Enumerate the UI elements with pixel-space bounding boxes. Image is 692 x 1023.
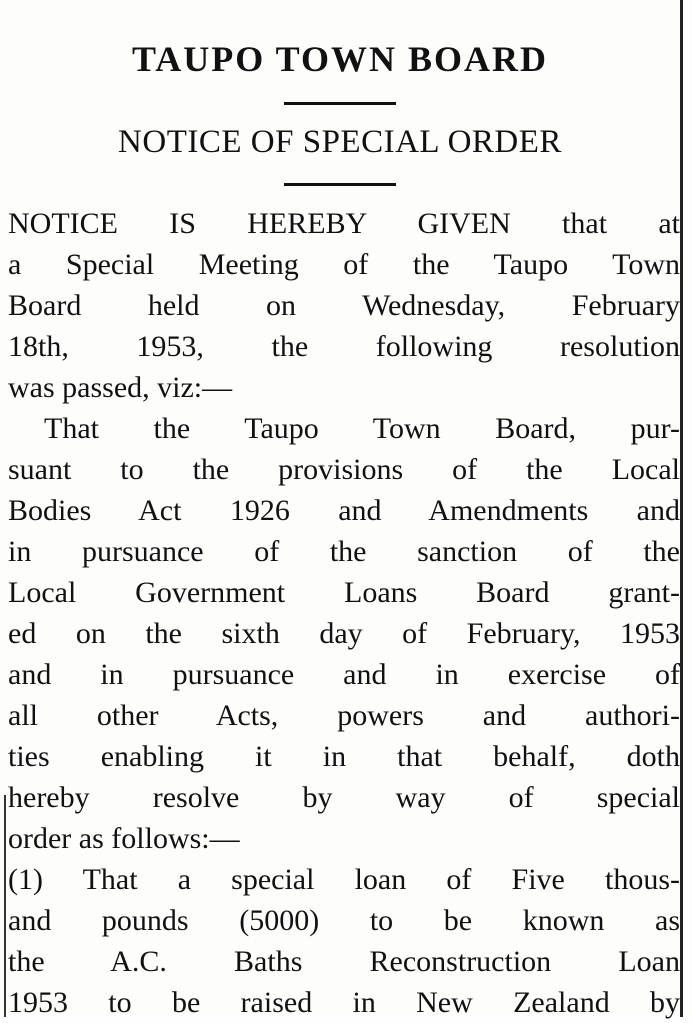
text-line: and pounds (5000) to be known as (8, 904, 680, 937)
text-line: 18th, 1953, the following resolution (8, 330, 680, 363)
text-line: Local Government Loans Board grant- (8, 576, 680, 609)
text-line: the A.C. Baths Reconstruction Loan (8, 945, 680, 978)
subtitle-divider (284, 183, 396, 186)
notice-subtitle: NOTICE OF SPECIAL ORDER (118, 124, 562, 160)
text-line: hereby resolve by way of special (8, 781, 680, 814)
text-line: Bodies Act 1926 and Amendments and (8, 494, 680, 527)
text-line: order as follows:— (8, 822, 240, 855)
text-line: ties enabling it in that behalf, doth (8, 740, 680, 773)
title-divider (284, 102, 396, 105)
text-line: (1) That a special loan of Five thous- (8, 863, 680, 896)
text-line: NOTICE IS HEREBY GIVEN that at (8, 207, 680, 240)
text-line: was passed, viz:— (8, 371, 233, 404)
text-line: suant to the provisions of the Local (8, 453, 680, 486)
notice-body (8, 203, 680, 1023)
text-line: and in pursuance and in exercise of (8, 658, 680, 691)
text-line: Board held on Wednesday, February (8, 289, 680, 322)
text-line: all other Acts, powers and authori- (8, 699, 680, 732)
text-line: 1953 to be raised in New Zealand by (8, 986, 680, 1019)
text-line: ed on the sixth day of February, 1953 (8, 617, 680, 650)
column-rule-left (4, 795, 6, 1017)
notice-title: TAUPO TOWN BOARD (131, 39, 549, 79)
text-line: a Special Meeting of the Taupo Town (8, 248, 680, 281)
column-rule-right (680, 0, 683, 1017)
text-line: That the Taupo Town Board, pur- (44, 412, 680, 445)
text-line: in pursuance of the sanction of the (8, 535, 680, 568)
